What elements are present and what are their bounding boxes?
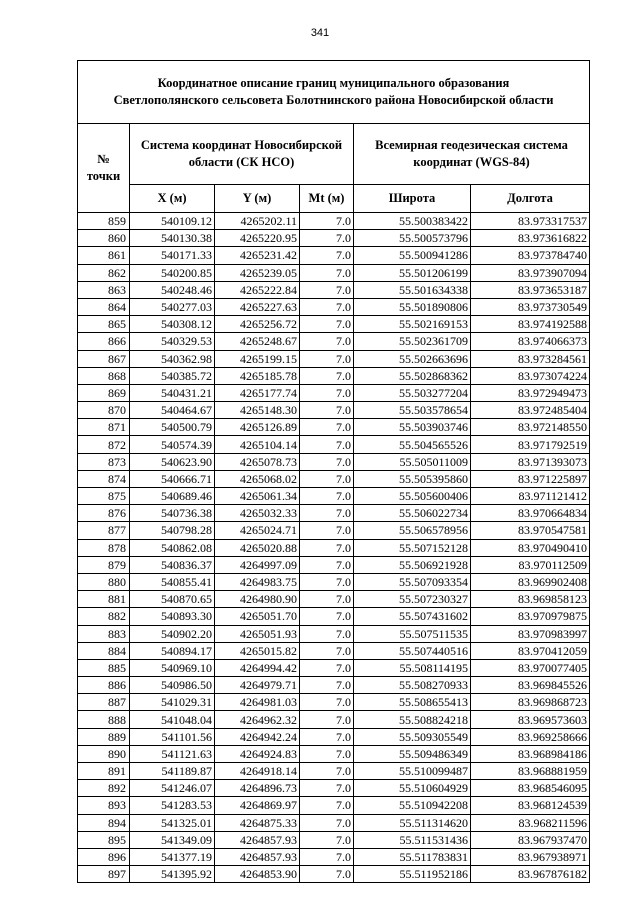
- mt-cell: 7.0: [300, 281, 354, 298]
- mt-cell: 7.0: [300, 539, 354, 556]
- point-number-cell: 881: [78, 591, 130, 608]
- x-cell: 540855.41: [130, 573, 215, 590]
- mt-cell: 7.0: [300, 677, 354, 694]
- point-number-cell: 897: [78, 866, 130, 883]
- mt-cell: 7.0: [300, 333, 354, 350]
- mt-cell: 7.0: [300, 659, 354, 676]
- header-x: X (м): [130, 184, 215, 212]
- latitude-cell: 55.502663696: [354, 350, 471, 367]
- longitude-cell: 83.970983997: [471, 625, 590, 642]
- y-cell: 4264857.93: [215, 848, 300, 865]
- mt-cell: 7.0: [300, 350, 354, 367]
- mt-cell: 7.0: [300, 780, 354, 797]
- x-cell: 541283.53: [130, 797, 215, 814]
- latitude-cell: 55.511531436: [354, 831, 471, 848]
- table-row: [78, 831, 590, 848]
- longitude-cell: 83.970664834: [471, 505, 590, 522]
- latitude-cell: 55.501634338: [354, 281, 471, 298]
- point-number-cell: 880: [78, 573, 130, 590]
- longitude-cell: 83.973784740: [471, 247, 590, 264]
- y-cell: 4265248.67: [215, 333, 300, 350]
- table-row: [78, 797, 590, 814]
- table-row: [78, 247, 590, 264]
- point-number-cell: 873: [78, 453, 130, 470]
- table-row: [78, 384, 590, 401]
- point-number-cell: 894: [78, 814, 130, 831]
- point-number-cell: 893: [78, 797, 130, 814]
- mt-cell: 7.0: [300, 213, 354, 230]
- x-cell: 540574.39: [130, 436, 215, 453]
- table-row: [78, 728, 590, 745]
- longitude-cell: 83.974192588: [471, 316, 590, 333]
- point-number-cell: 861: [78, 247, 130, 264]
- table-title: [78, 61, 590, 124]
- latitude-cell: 55.508114195: [354, 659, 471, 676]
- longitude-cell: 83.970112509: [471, 556, 590, 573]
- point-number-cell: 886: [78, 677, 130, 694]
- latitude-cell: 55.507431602: [354, 608, 471, 625]
- point-number-cell: 864: [78, 298, 130, 315]
- latitude-cell: 55.500383422: [354, 213, 471, 230]
- y-cell: 4264924.83: [215, 745, 300, 762]
- header-mt: Mt (м): [300, 184, 354, 212]
- latitude-cell: 55.503578654: [354, 402, 471, 419]
- mt-cell: 7.0: [300, 367, 354, 384]
- longitude-cell: 83.968124539: [471, 797, 590, 814]
- mt-cell: 7.0: [300, 608, 354, 625]
- y-cell: 4265051.93: [215, 625, 300, 642]
- latitude-cell: 55.507230327: [354, 591, 471, 608]
- latitude-cell: 55.503903746: [354, 419, 471, 436]
- x-cell: 540385.72: [130, 367, 215, 384]
- mt-cell: 7.0: [300, 402, 354, 419]
- table-row: [78, 505, 590, 522]
- x-cell: 540894.17: [130, 642, 215, 659]
- table-row: [78, 350, 590, 367]
- longitude-cell: 83.974066373: [471, 333, 590, 350]
- longitude-cell: 83.971792519: [471, 436, 590, 453]
- y-cell: 4265227.63: [215, 298, 300, 315]
- table-row: [78, 281, 590, 298]
- table-row: [78, 591, 590, 608]
- x-cell: 540736.38: [130, 505, 215, 522]
- point-number-cell: 892: [78, 780, 130, 797]
- y-cell: 4264981.03: [215, 694, 300, 711]
- mt-cell: 7.0: [300, 625, 354, 642]
- longitude-cell: 83.970077405: [471, 659, 590, 676]
- x-cell: 540329.53: [130, 333, 215, 350]
- y-cell: 4265148.30: [215, 402, 300, 419]
- mt-cell: 7.0: [300, 797, 354, 814]
- y-cell: 4265185.78: [215, 367, 300, 384]
- x-cell: 541101.56: [130, 728, 215, 745]
- point-number-cell: 896: [78, 848, 130, 865]
- longitude-cell: 83.973284561: [471, 350, 590, 367]
- table-row: [78, 642, 590, 659]
- table-row: [78, 780, 590, 797]
- x-cell: 541395.92: [130, 866, 215, 883]
- point-number-cell: 874: [78, 470, 130, 487]
- x-cell: 540870.65: [130, 591, 215, 608]
- longitude-cell: 83.967937470: [471, 831, 590, 848]
- point-number-cell: 875: [78, 488, 130, 505]
- header-wgs-system: Всемирная геодезическая система координат (WGS-84): [354, 124, 590, 185]
- point-number-cell: 895: [78, 831, 130, 848]
- point-number-cell: 888: [78, 711, 130, 728]
- y-cell: 4264983.75: [215, 573, 300, 590]
- longitude-cell: 83.969868723: [471, 694, 590, 711]
- y-cell: 4265051.70: [215, 608, 300, 625]
- latitude-cell: 55.506578956: [354, 522, 471, 539]
- latitude-cell: 55.501206199: [354, 264, 471, 281]
- mt-cell: 7.0: [300, 848, 354, 865]
- x-cell: 540893.30: [130, 608, 215, 625]
- mt-cell: 7.0: [300, 694, 354, 711]
- mt-cell: 7.0: [300, 642, 354, 659]
- y-cell: 4265202.11: [215, 213, 300, 230]
- table-row: [78, 419, 590, 436]
- x-cell: 541048.04: [130, 711, 215, 728]
- y-cell: 4264918.14: [215, 763, 300, 780]
- y-cell: 4264853.90: [215, 866, 300, 883]
- longitude-cell: 83.968546095: [471, 780, 590, 797]
- x-cell: 540836.37: [130, 556, 215, 573]
- latitude-cell: 55.511952186: [354, 866, 471, 883]
- latitude-cell: 55.501890806: [354, 298, 471, 315]
- header-latitude: Широта: [354, 184, 471, 212]
- table-title-line2: Светлополянского сельсовета Болотнинского района Новосибирской области: [113, 93, 554, 107]
- longitude-cell: 83.972949473: [471, 384, 590, 401]
- table-row: [78, 453, 590, 470]
- mt-cell: 7.0: [300, 384, 354, 401]
- longitude-cell: 83.969258666: [471, 728, 590, 745]
- x-cell: 540623.90: [130, 453, 215, 470]
- y-cell: 4265104.14: [215, 436, 300, 453]
- y-cell: 4264962.32: [215, 711, 300, 728]
- latitude-cell: 55.509305549: [354, 728, 471, 745]
- table-row: [78, 402, 590, 419]
- y-cell: 4264896.73: [215, 780, 300, 797]
- table-row: [78, 848, 590, 865]
- longitude-cell: 83.969902408: [471, 573, 590, 590]
- x-cell: 540308.12: [130, 316, 215, 333]
- point-number-cell: 860: [78, 230, 130, 247]
- point-number-cell: 865: [78, 316, 130, 333]
- latitude-cell: 55.508270933: [354, 677, 471, 694]
- x-cell: 541377.19: [130, 848, 215, 865]
- longitude-cell: 83.970547581: [471, 522, 590, 539]
- mt-cell: 7.0: [300, 488, 354, 505]
- point-number-cell: 871: [78, 419, 130, 436]
- longitude-cell: 83.972485404: [471, 402, 590, 419]
- table-row: [78, 694, 590, 711]
- mt-cell: 7.0: [300, 522, 354, 539]
- y-cell: 4264869.97: [215, 797, 300, 814]
- mt-cell: 7.0: [300, 591, 354, 608]
- latitude-cell: 55.502169153: [354, 316, 471, 333]
- latitude-cell: 55.510099487: [354, 763, 471, 780]
- y-cell: 4265199.15: [215, 350, 300, 367]
- latitude-cell: 55.500941286: [354, 247, 471, 264]
- mt-cell: 7.0: [300, 728, 354, 745]
- y-cell: 4265239.05: [215, 264, 300, 281]
- header-point-number: [78, 124, 130, 213]
- x-cell: 541029.31: [130, 694, 215, 711]
- mt-cell: 7.0: [300, 247, 354, 264]
- point-number-cell: 877: [78, 522, 130, 539]
- y-cell: 4264979.71: [215, 677, 300, 694]
- point-number-cell: 869: [78, 384, 130, 401]
- x-cell: 540689.46: [130, 488, 215, 505]
- mt-cell: 7.0: [300, 230, 354, 247]
- y-cell: 4265032.33: [215, 505, 300, 522]
- latitude-cell: 55.502868362: [354, 367, 471, 384]
- x-cell: 541189.87: [130, 763, 215, 780]
- mt-cell: 7.0: [300, 763, 354, 780]
- mt-cell: 7.0: [300, 316, 354, 333]
- latitude-cell: 55.507152128: [354, 539, 471, 556]
- point-number-cell: 890: [78, 745, 130, 762]
- y-cell: 4265222.84: [215, 281, 300, 298]
- y-cell: 4265220.95: [215, 230, 300, 247]
- point-number-cell: 863: [78, 281, 130, 298]
- x-cell: 540666.71: [130, 470, 215, 487]
- y-cell: 4265020.88: [215, 539, 300, 556]
- table-row: [78, 556, 590, 573]
- table-row: [78, 677, 590, 694]
- table-row: [78, 711, 590, 728]
- mt-cell: 7.0: [300, 470, 354, 487]
- y-cell: 4264980.90: [215, 591, 300, 608]
- table-row: [78, 814, 590, 831]
- longitude-cell: 83.971121412: [471, 488, 590, 505]
- latitude-cell: 55.503277204: [354, 384, 471, 401]
- header-number-sign: №: [97, 152, 110, 166]
- x-cell: 540109.12: [130, 213, 215, 230]
- table-row: [78, 608, 590, 625]
- point-number-cell: 872: [78, 436, 130, 453]
- y-cell: 4265256.72: [215, 316, 300, 333]
- y-cell: 4264942.24: [215, 728, 300, 745]
- x-cell: 541349.09: [130, 831, 215, 848]
- x-cell: 540431.21: [130, 384, 215, 401]
- point-number-cell: 868: [78, 367, 130, 384]
- longitude-cell: 83.970490410: [471, 539, 590, 556]
- y-cell: 4265231.42: [215, 247, 300, 264]
- latitude-cell: 55.506022734: [354, 505, 471, 522]
- table-row: [78, 298, 590, 315]
- latitude-cell: 55.505011009: [354, 453, 471, 470]
- table-row: [78, 866, 590, 883]
- mt-cell: 7.0: [300, 505, 354, 522]
- point-number-cell: 870: [78, 402, 130, 419]
- table-row: [78, 333, 590, 350]
- longitude-cell: 83.972148550: [471, 419, 590, 436]
- x-cell: 540464.67: [130, 402, 215, 419]
- x-cell: 541246.07: [130, 780, 215, 797]
- longitude-cell: 83.973616822: [471, 230, 590, 247]
- header-y: Y (м): [215, 184, 300, 212]
- header-local-system: Система координат Новосибирской области (СК НСО): [130, 124, 354, 185]
- table-row: [78, 659, 590, 676]
- x-cell: 541325.01: [130, 814, 215, 831]
- point-number-cell: 887: [78, 694, 130, 711]
- table-row: [78, 745, 590, 762]
- mt-cell: 7.0: [300, 436, 354, 453]
- y-cell: 4265061.34: [215, 488, 300, 505]
- x-cell: 540969.10: [130, 659, 215, 676]
- table-row: [78, 522, 590, 539]
- latitude-cell: 55.507093354: [354, 573, 471, 590]
- table-row: [78, 539, 590, 556]
- table-row: [78, 573, 590, 590]
- table-row: [78, 436, 590, 453]
- table-row: [78, 488, 590, 505]
- x-cell: 540902.20: [130, 625, 215, 642]
- longitude-cell: 83.969858123: [471, 591, 590, 608]
- latitude-cell: 55.504565526: [354, 436, 471, 453]
- longitude-cell: 83.970979875: [471, 608, 590, 625]
- latitude-cell: 55.508655413: [354, 694, 471, 711]
- header-point-label: точки: [86, 169, 121, 183]
- y-cell: 4264994.42: [215, 659, 300, 676]
- point-number-cell: 878: [78, 539, 130, 556]
- header-longitude: Долгота: [471, 184, 590, 212]
- x-cell: 540362.98: [130, 350, 215, 367]
- point-number-cell: 859: [78, 213, 130, 230]
- x-cell: 540200.85: [130, 264, 215, 281]
- point-number-cell: 862: [78, 264, 130, 281]
- longitude-cell: 83.968881959: [471, 763, 590, 780]
- longitude-cell: 83.973653187: [471, 281, 590, 298]
- longitude-cell: 83.973730549: [471, 298, 590, 315]
- point-number-cell: 884: [78, 642, 130, 659]
- x-cell: 541121.63: [130, 745, 215, 762]
- latitude-cell: 55.511314620: [354, 814, 471, 831]
- table-body: [78, 213, 590, 883]
- table-row: [78, 213, 590, 230]
- longitude-cell: 83.970412059: [471, 642, 590, 659]
- y-cell: 4264997.09: [215, 556, 300, 573]
- longitude-cell: 83.973907094: [471, 264, 590, 281]
- x-cell: 540798.28: [130, 522, 215, 539]
- table-title-line1: Координатное описание границ муниципального образования: [157, 76, 510, 90]
- mt-cell: 7.0: [300, 573, 354, 590]
- y-cell: 4265068.02: [215, 470, 300, 487]
- longitude-cell: 83.971393073: [471, 453, 590, 470]
- mt-cell: 7.0: [300, 814, 354, 831]
- longitude-cell: 83.968984186: [471, 745, 590, 762]
- mt-cell: 7.0: [300, 264, 354, 281]
- latitude-cell: 55.507440516: [354, 642, 471, 659]
- y-cell: 4265015.82: [215, 642, 300, 659]
- table-row: [78, 367, 590, 384]
- point-number-cell: 889: [78, 728, 130, 745]
- mt-cell: 7.0: [300, 711, 354, 728]
- point-number-cell: 882: [78, 608, 130, 625]
- latitude-cell: 55.509486349: [354, 745, 471, 762]
- y-cell: 4265126.89: [215, 419, 300, 436]
- latitude-cell: 55.506921928: [354, 556, 471, 573]
- point-number-cell: 879: [78, 556, 130, 573]
- table-row: [78, 316, 590, 333]
- y-cell: 4265024.71: [215, 522, 300, 539]
- latitude-cell: 55.507511535: [354, 625, 471, 642]
- x-cell: 540277.03: [130, 298, 215, 315]
- x-cell: 540862.08: [130, 539, 215, 556]
- longitude-cell: 83.967876182: [471, 866, 590, 883]
- mt-cell: 7.0: [300, 831, 354, 848]
- x-cell: 540130.38: [130, 230, 215, 247]
- latitude-cell: 55.500573796: [354, 230, 471, 247]
- longitude-cell: 83.969845526: [471, 677, 590, 694]
- point-number-cell: 876: [78, 505, 130, 522]
- latitude-cell: 55.505600406: [354, 488, 471, 505]
- latitude-cell: 55.502361709: [354, 333, 471, 350]
- y-cell: 4264875.33: [215, 814, 300, 831]
- longitude-cell: 83.969573603: [471, 711, 590, 728]
- mt-cell: 7.0: [300, 866, 354, 883]
- point-number-cell: 866: [78, 333, 130, 350]
- longitude-cell: 83.967938971: [471, 848, 590, 865]
- latitude-cell: 55.510942208: [354, 797, 471, 814]
- point-number-cell: 891: [78, 763, 130, 780]
- longitude-cell: 83.968211596: [471, 814, 590, 831]
- x-cell: 540986.50: [130, 677, 215, 694]
- point-number-cell: 885: [78, 659, 130, 676]
- longitude-cell: 83.973317537: [471, 213, 590, 230]
- point-number-cell: 883: [78, 625, 130, 642]
- table-row: [78, 470, 590, 487]
- latitude-cell: 55.510604929: [354, 780, 471, 797]
- page-number: 341: [310, 27, 330, 39]
- point-number-cell: 867: [78, 350, 130, 367]
- table-row: [78, 230, 590, 247]
- coordinates-table: [77, 60, 590, 883]
- table-row: [78, 264, 590, 281]
- table-row: [78, 763, 590, 780]
- table-row: [78, 625, 590, 642]
- latitude-cell: 55.511783831: [354, 848, 471, 865]
- latitude-cell: 55.508824218: [354, 711, 471, 728]
- longitude-cell: 83.973074224: [471, 367, 590, 384]
- mt-cell: 7.0: [300, 298, 354, 315]
- mt-cell: 7.0: [300, 453, 354, 470]
- latitude-cell: 55.505395860: [354, 470, 471, 487]
- mt-cell: 7.0: [300, 419, 354, 436]
- y-cell: 4265177.74: [215, 384, 300, 401]
- mt-cell: 7.0: [300, 745, 354, 762]
- longitude-cell: 83.971225897: [471, 470, 590, 487]
- x-cell: 540500.79: [130, 419, 215, 436]
- y-cell: 4265078.73: [215, 453, 300, 470]
- x-cell: 540248.46: [130, 281, 215, 298]
- x-cell: 540171.33: [130, 247, 215, 264]
- y-cell: 4264857.93: [215, 831, 300, 848]
- mt-cell: 7.0: [300, 556, 354, 573]
